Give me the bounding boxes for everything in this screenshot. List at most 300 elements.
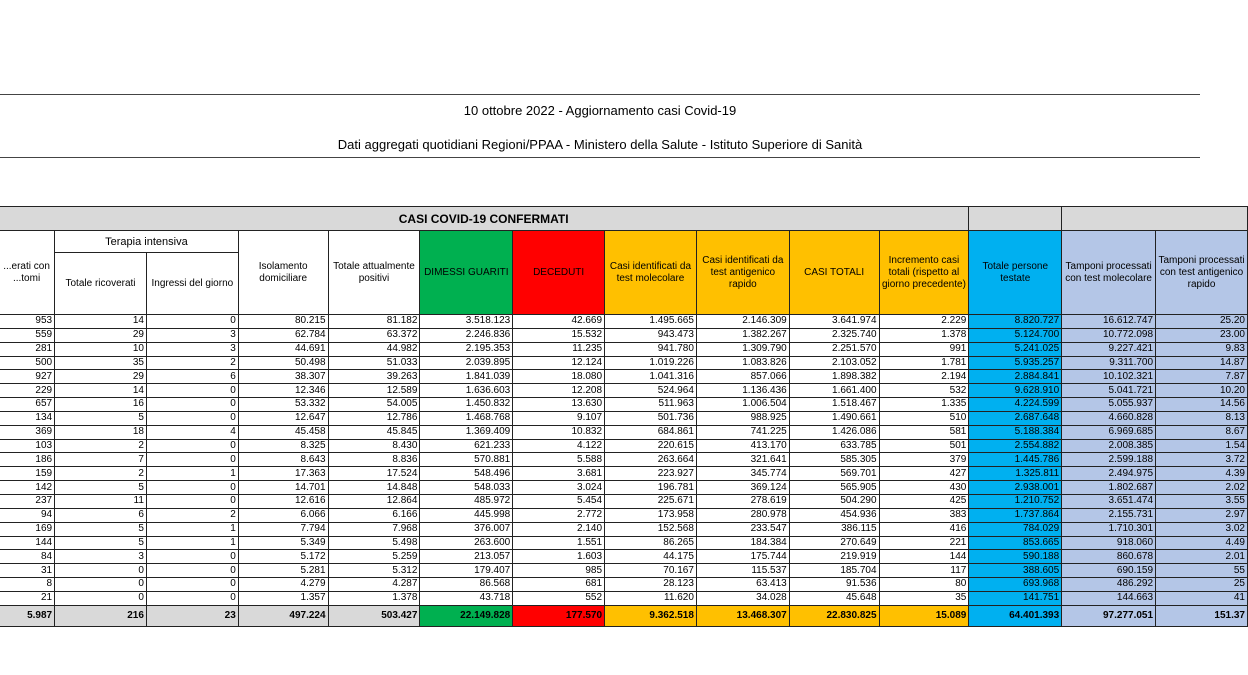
table-cell: 278.619 [696,494,789,508]
table-cell: 7.87 [1156,370,1248,384]
table-cell: 196.781 [605,481,697,495]
table-cell: 4.660.828 [1062,411,1156,425]
table-cell: 416 [879,522,969,536]
table-cell: 213.057 [420,550,513,564]
table-cell: 10.102.321 [1062,370,1156,384]
table-cell: 225.671 [605,494,697,508]
banner-tamponi-cell [1062,207,1248,231]
table-cell: 159 [0,467,55,481]
table-cell: 2.146.309 [696,315,789,329]
table-cell: 376.007 [420,522,513,536]
table-cell: 504.290 [789,494,879,508]
table-cell: 18 [55,425,147,439]
col-header-dimessi-guariti: DIMESSI GUARITI [420,231,513,315]
total-cell: 177.570 [513,605,605,626]
table-cell: 5.349 [238,536,328,550]
total-cell: 13.468.307 [696,605,789,626]
table-cell: 1.006.504 [696,398,789,412]
table-cell: 14.56 [1156,398,1248,412]
table-cell: 991 [879,342,969,356]
page-subtitle: Dati aggregati quotidiani Regioni/PPAA - Ministero della Salute - Istituto Superiore di Sanità [337,137,863,152]
table-cell: 918.060 [1062,536,1156,550]
table-row [0,591,1248,605]
table-cell: 39.263 [328,370,420,384]
table-cell: 1.019.226 [605,356,697,370]
table-cell: 11.235 [513,342,605,356]
table-cell: 5.241.025 [969,342,1062,356]
table-row [0,522,1248,536]
table-cell: 55 [1156,564,1248,578]
table-cell: 2.938.001 [969,481,1062,495]
table-cell: 169 [0,522,55,536]
table-cell: 2.687.648 [969,411,1062,425]
table-cell: 2 [146,356,238,370]
table-cell: 2.194 [879,370,969,384]
table-cell: 321.641 [696,453,789,467]
table-cell: 1.737.864 [969,508,1062,522]
col-header-ricoverati-sintomi: ...erati con ...tomi [0,231,55,315]
table-cell: 454.936 [789,508,879,522]
table-cell: 3.72 [1156,453,1248,467]
table-cell: 6 [146,370,238,384]
table-cell: 2.494.975 [1062,467,1156,481]
table-cell: 184.384 [696,536,789,550]
table-cell: 741.225 [696,425,789,439]
table-cell: 0 [146,315,238,329]
table-cell: 524.964 [605,384,697,398]
table-cell: 1.445.786 [969,453,1062,467]
table-cell: 44.175 [605,550,697,564]
table-cell: 0 [146,578,238,592]
table-row [0,315,1248,329]
table-cell: 369.124 [696,481,789,495]
table-cell: 8.643 [238,453,328,467]
table-cell: 29 [55,328,147,342]
col-header-isolamento: Isolamento domiciliare [238,231,328,315]
table-cell: 11 [55,494,147,508]
group-header-terapia-intensiva: Terapia intensiva [55,231,239,253]
table-cell: 6 [55,508,147,522]
table-cell: 2.229 [879,315,969,329]
table-cell: 8 [0,578,55,592]
col-header-deceduti: DECEDUTI [513,231,605,315]
table-cell: 91.536 [789,578,879,592]
table-cell: 2.008.385 [1062,439,1156,453]
table-cell: 3 [55,550,147,564]
header-top-rule [0,94,1200,95]
banner-casi-confermati: CASI COVID-19 CONFERMATI [0,207,969,231]
table-cell: 94 [0,508,55,522]
table-cell: 270.649 [789,536,879,550]
table-cell: 1.426.086 [789,425,879,439]
table-cell: 0 [146,550,238,564]
table-cell: 12.124 [513,356,605,370]
table-cell: 220.615 [605,439,697,453]
table-cell: 3.024 [513,481,605,495]
table-cell: 7.968 [328,522,420,536]
table-cell: 70.167 [605,564,697,578]
table-cell: 1.802.687 [1062,481,1156,495]
table-cell: 1.136.436 [696,384,789,398]
table-cell: 10 [55,342,147,356]
table-cell: 263.664 [605,453,697,467]
table-cell: 45.648 [789,591,879,605]
table-cell: 80.215 [238,315,328,329]
table-cell: 569.701 [789,467,879,481]
table-row [0,550,1248,564]
table-cell: 1.551 [513,536,605,550]
table-cell: 3.681 [513,467,605,481]
table-cell: 6.066 [238,508,328,522]
table-cell: 4.287 [328,578,420,592]
table-cell: 413.170 [696,439,789,453]
table-cell: 1.603 [513,550,605,564]
table-cell: 21 [0,591,55,605]
table-cell: 2.195.353 [420,342,513,356]
table-cell: 38.307 [238,370,328,384]
table-cell: 14 [55,315,147,329]
table-cell: 633.785 [789,439,879,453]
table-cell: 8.325 [238,439,328,453]
table-row [0,398,1248,412]
table-cell: 430 [879,481,969,495]
table-cell: 5 [55,481,147,495]
table-cell: 581 [879,425,969,439]
table-cell: 9.107 [513,411,605,425]
table-cell: 8.430 [328,439,420,453]
table-cell: 857.066 [696,370,789,384]
table-cell: 1.335 [879,398,969,412]
table-cell: 1.518.467 [789,398,879,412]
table-row [0,328,1248,342]
total-cell: 97.277.051 [1062,605,1156,626]
table-cell: 2.02 [1156,481,1248,495]
table-cell: 1.781 [879,356,969,370]
table-cell: 511.963 [605,398,697,412]
table-cell: 2.251.570 [789,342,879,356]
table-cell: 35 [55,356,147,370]
table-cell: 17.363 [238,467,328,481]
col-header-tamponi-antigenico: Tamponi processati con test antigenico rapido [1156,231,1248,315]
table-cell: 221 [879,536,969,550]
header-bottom-rule [0,157,1200,158]
table-cell: 5.041.721 [1062,384,1156,398]
table-cell: 86.265 [605,536,697,550]
table-cell: 10.832 [513,425,605,439]
table-cell: 51.033 [328,356,420,370]
table-cell: 1.325.811 [969,467,1062,481]
covid-data-table [0,206,1248,627]
table-cell: 13.630 [513,398,605,412]
table-cell: 9.83 [1156,342,1248,356]
table-cell: 28.123 [605,578,697,592]
table-cell: 14 [55,384,147,398]
table-cell: 45.845 [328,425,420,439]
table-cell: 10.772.098 [1062,328,1156,342]
table-cell: 1 [146,467,238,481]
table-cell: 186 [0,453,55,467]
table-cell: 115.537 [696,564,789,578]
col-header-incremento: Incremento casi totali (rispetto al giorno precedente) [879,231,969,315]
table-cell: 2.01 [1156,550,1248,564]
table-cell: 383 [879,508,969,522]
table-row [0,411,1248,425]
table-cell: 379 [879,453,969,467]
covid-table-container [0,206,1248,627]
table-cell: 2.97 [1156,508,1248,522]
table-row [0,425,1248,439]
table-cell: 144 [0,536,55,550]
table-cell: 80 [879,578,969,592]
table-cell: 500 [0,356,55,370]
table-cell: 219.919 [789,550,879,564]
table-cell: 5.172 [238,550,328,564]
table-cell: 8.820.727 [969,315,1062,329]
table-cell: 152.568 [605,522,697,536]
table-cell: 4.279 [238,578,328,592]
table-cell: 117 [879,564,969,578]
table-cell: 345.774 [696,467,789,481]
total-cell: 9.362.518 [605,605,697,626]
table-cell: 4.122 [513,439,605,453]
table-cell: 985 [513,564,605,578]
table-cell: 229 [0,384,55,398]
table-cell: 5.935.257 [969,356,1062,370]
table-cell: 2.103.052 [789,356,879,370]
table-cell: 953 [0,315,55,329]
table-cell: 1.041.316 [605,370,697,384]
table-cell: 2.599.188 [1062,453,1156,467]
table-cell: 16 [55,398,147,412]
table-cell: 8.13 [1156,411,1248,425]
table-cell: 853.665 [969,536,1062,550]
table-cell: 1.210.752 [969,494,1062,508]
table-cell: 2 [55,467,147,481]
table-cell: 280.978 [696,508,789,522]
table-cell: 2 [146,508,238,522]
table-row [0,578,1248,592]
table-cell: 3.02 [1156,522,1248,536]
table-cell: 2.155.731 [1062,508,1156,522]
table-cell: 0 [55,564,147,578]
table-cell: 784.029 [969,522,1062,536]
table-cell: 3.641.974 [789,315,879,329]
table-row [0,481,1248,495]
table-row [0,453,1248,467]
table-cell: 988.925 [696,411,789,425]
table-cell: 1.490.661 [789,411,879,425]
total-cell: 151.37 [1156,605,1248,626]
table-cell: 1.357 [238,591,328,605]
total-cell: 5.987 [0,605,55,626]
table-cell: 44.691 [238,342,328,356]
table-cell: 12.786 [328,411,420,425]
table-row [0,342,1248,356]
table-cell: 12.616 [238,494,328,508]
table-cell: 693.968 [969,578,1062,592]
table-cell: 12.647 [238,411,328,425]
table-cell: 103 [0,439,55,453]
table-cell: 5.124.700 [969,328,1062,342]
table-cell: 25 [1156,578,1248,592]
table-cell: 1.898.382 [789,370,879,384]
table-cell: 185.704 [789,564,879,578]
table-cell: 86.568 [420,578,513,592]
col-header-casi-totali: CASI TOTALI [789,231,879,315]
table-cell: 25.20 [1156,315,1248,329]
table-cell: 548.496 [420,467,513,481]
table-cell: 585.305 [789,453,879,467]
table-cell: 3.55 [1156,494,1248,508]
table-cell: 7.794 [238,522,328,536]
table-cell: 1.495.665 [605,315,697,329]
table-row [0,384,1248,398]
table-cell: 1.083.826 [696,356,789,370]
table-cell: 0 [146,398,238,412]
table-cell: 510 [879,411,969,425]
table-cell: 2.039.895 [420,356,513,370]
table-cell: 233.547 [696,522,789,536]
col-header-persone-testate: Totale persone testate [969,231,1062,315]
table-cell: 386.115 [789,522,879,536]
table-cell: 1.661.400 [789,384,879,398]
table-cell: 1.369.409 [420,425,513,439]
table-cell: 5.188.384 [969,425,1062,439]
table-cell: 532 [879,384,969,398]
table-cell: 5.281 [238,564,328,578]
table-cell: 263.600 [420,536,513,550]
table-cell: 29 [55,370,147,384]
table-cell: 34.028 [696,591,789,605]
table-cell: 486.292 [1062,578,1156,592]
table-cell: 5 [55,411,147,425]
table-cell: 681 [513,578,605,592]
table-cell: 927 [0,370,55,384]
table-cell: 7 [55,453,147,467]
total-cell: 503.427 [328,605,420,626]
table-cell: 0 [146,481,238,495]
table-cell: 18.080 [513,370,605,384]
table-cell: 14.848 [328,481,420,495]
table-cell: 179.407 [420,564,513,578]
table-cell: 5.312 [328,564,420,578]
table-cell: 565.905 [789,481,879,495]
total-cell: 22.830.825 [789,605,879,626]
table-cell: 2.140 [513,522,605,536]
table-cell: 445.998 [420,508,513,522]
table-cell: 134 [0,411,55,425]
table-cell: 8.67 [1156,425,1248,439]
table-cell: 1.378 [328,591,420,605]
table-cell: 0 [146,494,238,508]
table-cell: 5 [55,522,147,536]
table-cell: 1.468.768 [420,411,513,425]
table-cell: 44.982 [328,342,420,356]
table-cell: 1.378 [879,328,969,342]
table-cell: 6.969.685 [1062,425,1156,439]
table-cell: 5.259 [328,550,420,564]
table-cell: 144.663 [1062,591,1156,605]
table-cell: 548.033 [420,481,513,495]
table-cell: 54.005 [328,398,420,412]
table-cell: 1.710.301 [1062,522,1156,536]
table-cell: 2.246.836 [420,328,513,342]
banner-testate-cell [969,207,1062,231]
table-cell: 501 [879,439,969,453]
table-cell: 501.736 [605,411,697,425]
table-cell: 0 [146,564,238,578]
table-cell: 62.784 [238,328,328,342]
total-cell: 216 [55,605,147,626]
table-cell: 12.864 [328,494,420,508]
table-row [0,370,1248,384]
table-cell: 427 [879,467,969,481]
table-cell: 5.454 [513,494,605,508]
total-cell: 64.401.393 [969,605,1062,626]
table-cell: 1.309.790 [696,342,789,356]
table-cell: 3 [146,342,238,356]
table-cell: 5.055.937 [1062,398,1156,412]
col-header-ti-totale-ricoverati: Totale ricoverati [55,253,147,315]
table-cell: 5.588 [513,453,605,467]
table-cell: 141.751 [969,591,1062,605]
table-cell: 552 [513,591,605,605]
table-cell: 3 [146,328,238,342]
table-cell: 2.884.841 [969,370,1062,384]
table-cell: 16.612.747 [1062,315,1156,329]
table-cell: 570.881 [420,453,513,467]
table-cell: 14.701 [238,481,328,495]
table-cell: 590.188 [969,550,1062,564]
table-cell: 11.620 [605,591,697,605]
col-header-ti-ingressi: Ingressi del giorno [146,253,238,315]
total-cell: 15.089 [879,605,969,626]
table-row [0,564,1248,578]
table-cell: 84 [0,550,55,564]
table-row [0,536,1248,550]
table-cell: 0 [146,439,238,453]
table-cell: 31 [0,564,55,578]
table-cell: 3.518.123 [420,315,513,329]
table-cell: 17.524 [328,467,420,481]
table-cell: 6.166 [328,508,420,522]
total-cell: 23 [146,605,238,626]
table-cell: 12.346 [238,384,328,398]
table-cell: 237 [0,494,55,508]
table-cell: 425 [879,494,969,508]
table-cell: 45.458 [238,425,328,439]
table-cell: 1.54 [1156,439,1248,453]
table-cell: 8.836 [328,453,420,467]
table-cell: 1.382.267 [696,328,789,342]
table-cell: 223.927 [605,467,697,481]
table-cell: 943.473 [605,328,697,342]
table-row [0,494,1248,508]
table-cell: 559 [0,328,55,342]
table-cell: 941.780 [605,342,697,356]
table-cell: 12.208 [513,384,605,398]
table-cell: 369 [0,425,55,439]
table-cell: 81.182 [328,315,420,329]
table-cell: 388.605 [969,564,1062,578]
table-cell: 860.678 [1062,550,1156,564]
table-cell: 41 [1156,591,1248,605]
col-header-casi-antigenico: Casi identificati da test antigenico rapido [696,231,789,315]
table-total-row [0,605,1248,626]
table-cell: 63.413 [696,578,789,592]
total-cell: 497.224 [238,605,328,626]
table-cell: 2 [55,439,147,453]
